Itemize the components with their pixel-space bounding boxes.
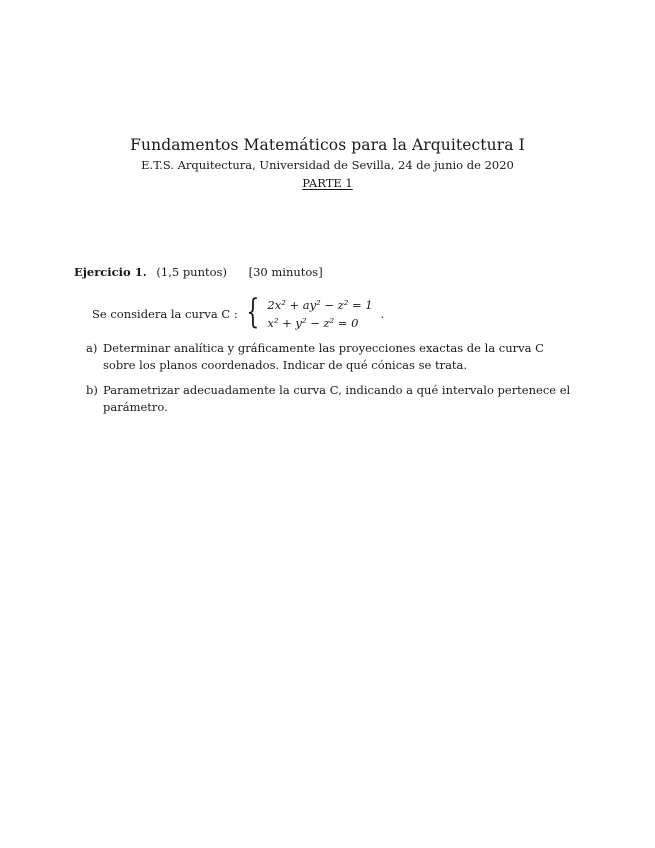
document-title: Fundamentos Matemáticos para la Arquitectura I (130, 136, 525, 154)
item-marker: b) (86, 383, 98, 397)
document-subtitle: E.T.S. Arquitectura, Universidad de Sevilla, 24 de junio de 2020 (141, 158, 514, 172)
equation-2: x² + y² − z² = 0 (267, 316, 359, 330)
exercise-points: (1,5 puntos) (156, 265, 227, 279)
period-mark: . (380, 307, 385, 321)
exercise-label: Ejercicio 1. (74, 265, 147, 279)
part-heading (0, 176, 655, 190)
part-label: PARTE 1 (302, 176, 353, 190)
item-text: Parametrizar adecuadamente la curva C, indicando a qué intervalo pertenece el parámetro. (103, 383, 571, 414)
item-marker: a) (86, 341, 98, 355)
equation-system (267, 296, 372, 332)
curve-intro-text: Se considera la curva C : (92, 307, 238, 321)
exercise-heading (74, 265, 323, 279)
left-brace-icon: { (246, 292, 260, 332)
equation-1: 2x² + ay² − z² = 1 (267, 298, 373, 312)
curve-definition (92, 292, 385, 332)
item-text: Determinar analítica y gráficamente las proyecciones exactas de la curva C sobre los planos coordenados. Indicar de qué cónicas se trata. (103, 341, 544, 372)
exercise-time: [30 minutos] (248, 265, 323, 279)
